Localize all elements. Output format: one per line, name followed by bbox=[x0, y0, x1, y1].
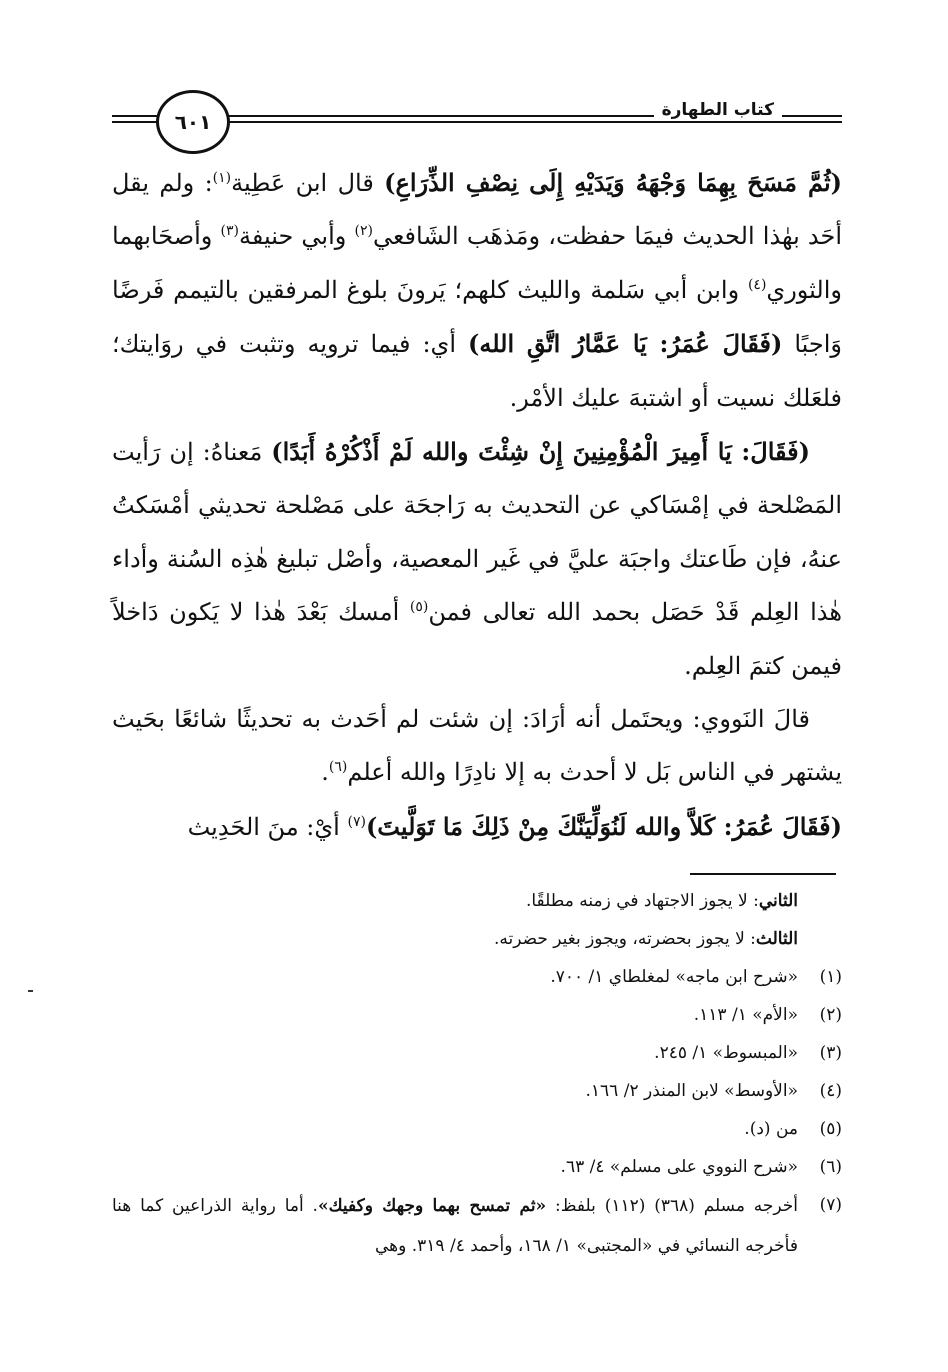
quote-close: ) bbox=[384, 168, 396, 197]
footnote-label: الثالث bbox=[755, 929, 798, 949]
paragraph-4 bbox=[112, 800, 842, 854]
footnote-text: «الأوسط» لابن المنذر ٢/ ١٦٦. bbox=[585, 1081, 798, 1101]
footnote-text: من (د). bbox=[744, 1119, 798, 1139]
text-run: . bbox=[321, 758, 329, 787]
footnotes bbox=[112, 882, 842, 1266]
footnote-text: «المبسوط» ١/ ٢٤٥. bbox=[654, 1043, 798, 1063]
footnote-number: (٢) bbox=[819, 1005, 842, 1025]
footnote-text: «شرح النووي على مسلم» ٤/ ٦٣. bbox=[560, 1157, 798, 1177]
footnote-2 bbox=[112, 996, 842, 1034]
footnote-ref-6[interactable]: (٦) bbox=[328, 759, 348, 776]
footnote-label: الثاني bbox=[758, 891, 798, 911]
quoted-wording: «ثم تمسح بهما وجهك وكفيك» bbox=[317, 1196, 547, 1216]
footnote-number: (١) bbox=[819, 967, 842, 987]
quote-open: ( bbox=[830, 168, 843, 197]
text-run: وأبي حنيفة bbox=[238, 222, 355, 251]
paragraph-3 bbox=[112, 693, 842, 800]
text-run: مَعناهُ: إن رَأيت المَصْلحة في إمْسَاكي عن التحديث به رَاجحَة على مَصْلحة تحديثي أمْسَكتُ عنهُ، فإن طَاعتك واجبَة عليَّ في غَير المعصية، وأصْل تبليغ هٰذِه السُنة وأداء هٰذا العِلم قَدْ حَصَل بحمد الله تعالى فمن bbox=[112, 438, 842, 627]
footnote-number: (٥) bbox=[819, 1119, 842, 1139]
text-run: قال ابن عَطِية bbox=[231, 169, 385, 197]
page-header bbox=[112, 90, 842, 160]
footnote-ref-3[interactable]: (٣) bbox=[220, 223, 239, 240]
footnote-ref-5[interactable]: (٥) bbox=[409, 599, 429, 616]
footnote-number: (٣) bbox=[819, 1043, 842, 1063]
text-run: أخرجه مسلم (٣٦٨) (١١٢) بلفظ: bbox=[546, 1196, 799, 1216]
hadith-quote: (فَقَالَ: يَا أَمِيرَ الْمُؤْمِنِينَ إِنْ شِئْتَ والله لَمْ أَذْكُرْهُ أَبَدًا) bbox=[271, 437, 810, 467]
header-rule-left bbox=[112, 115, 162, 123]
footnote-ref-4[interactable]: (٤) bbox=[747, 276, 767, 293]
main-text bbox=[112, 156, 842, 854]
text-run: وأصحَابهما والثوري bbox=[112, 222, 842, 304]
text-run: أي: فيما ترويه وتثبت في روَايتك؛ فلعَلك نسيت أو اشتبهَ عليك الأمْر. bbox=[112, 330, 842, 412]
footnote-ref-1[interactable]: (١) bbox=[212, 170, 232, 186]
paragraph-2 bbox=[112, 425, 842, 693]
text-run: أيْ: منَ الحَدِيث bbox=[187, 812, 348, 841]
footnote-6 bbox=[112, 1148, 842, 1186]
text-run: : ولم يقل أحَد بهٰذا الحديث فيمَا حفظت، ومَذهَب الشَافعي bbox=[112, 169, 843, 251]
text-run: أمسك بَعْدَ هٰذا لا يَكون دَاخلاً فيمن كتمَ العِلم. bbox=[112, 598, 842, 680]
footnote-continuation bbox=[112, 882, 842, 920]
footnote-7 bbox=[112, 1186, 842, 1266]
text-run: . أما رواية الذراعين كما هنا فأخرجه النسائي في «المجتبى» ١/ ١٦٨، وأحمد ٤/ ٣١٩. وهي bbox=[112, 1196, 798, 1256]
footnote-number: (٦) bbox=[819, 1157, 842, 1177]
margin-mark bbox=[28, 990, 33, 992]
paragraph-1 bbox=[112, 156, 842, 425]
footnote-ref-7[interactable]: (٧) bbox=[347, 813, 366, 830]
text-run: وابن أبي سَلمة والليث كلهم؛ يَرونَ بلوغ المرفقين بالتيمم فَرضًا وَاجبًا bbox=[112, 275, 842, 359]
hadith-quote: ثُمَّ مَسَحَ بِهِمَا وَجْهَهُ وَيَدَيْهِ إِلَى نِصْفِ الذِّرَاعِ bbox=[395, 168, 831, 197]
hadith-quote: (فَقَالَ عُمَرُ: يَا عَمَّارُ اتَّقِ الله) bbox=[468, 329, 783, 359]
footnote-number: (٤) bbox=[819, 1081, 842, 1101]
footnote-text: «شرح ابن ماجه» لمغلطاي ١/ ٧٠٠. bbox=[550, 967, 798, 987]
footnote-text bbox=[112, 1186, 798, 1266]
footnote-5 bbox=[112, 1110, 842, 1148]
footnote-separator bbox=[690, 873, 836, 875]
page-number: ٦٠١ bbox=[174, 110, 212, 134]
hadith-quote: (فَقَالَ عُمَرُ: كَلاَّ والله لَنُوَلِّيَنَّكَ مِنْ ذَلِكَ مَا تَوَلَّيتَ) bbox=[365, 811, 842, 841]
page-number-badge bbox=[156, 90, 230, 154]
footnote-4 bbox=[112, 1072, 842, 1110]
running-title: كتاب الطهارة bbox=[654, 100, 782, 120]
footnote-number: (٧) bbox=[819, 1195, 842, 1215]
footnote-text: : لا يجوز الاجتهاد في زمنه مطلقًا. bbox=[525, 891, 759, 911]
footnote-text: «الأم» ١/ ١١٣. bbox=[693, 1005, 798, 1025]
text-run: قالَ النَووي: ويحتَمل أنه أرَادَ: إن شئت لم أحَدث به تحديثًا شائعًا بحَيث يشتهر في الناس بَل لا أحدث به إلا نادِرًا والله أعلم bbox=[112, 705, 842, 787]
footnote-text: : لا يجوز بحضرته، ويجوز بغير حضرته. bbox=[493, 929, 756, 949]
footnote-1 bbox=[112, 958, 842, 996]
footnote-ref-2[interactable]: (٢) bbox=[354, 223, 373, 240]
footnote-3 bbox=[112, 1034, 842, 1072]
footnote-continuation bbox=[112, 920, 842, 958]
